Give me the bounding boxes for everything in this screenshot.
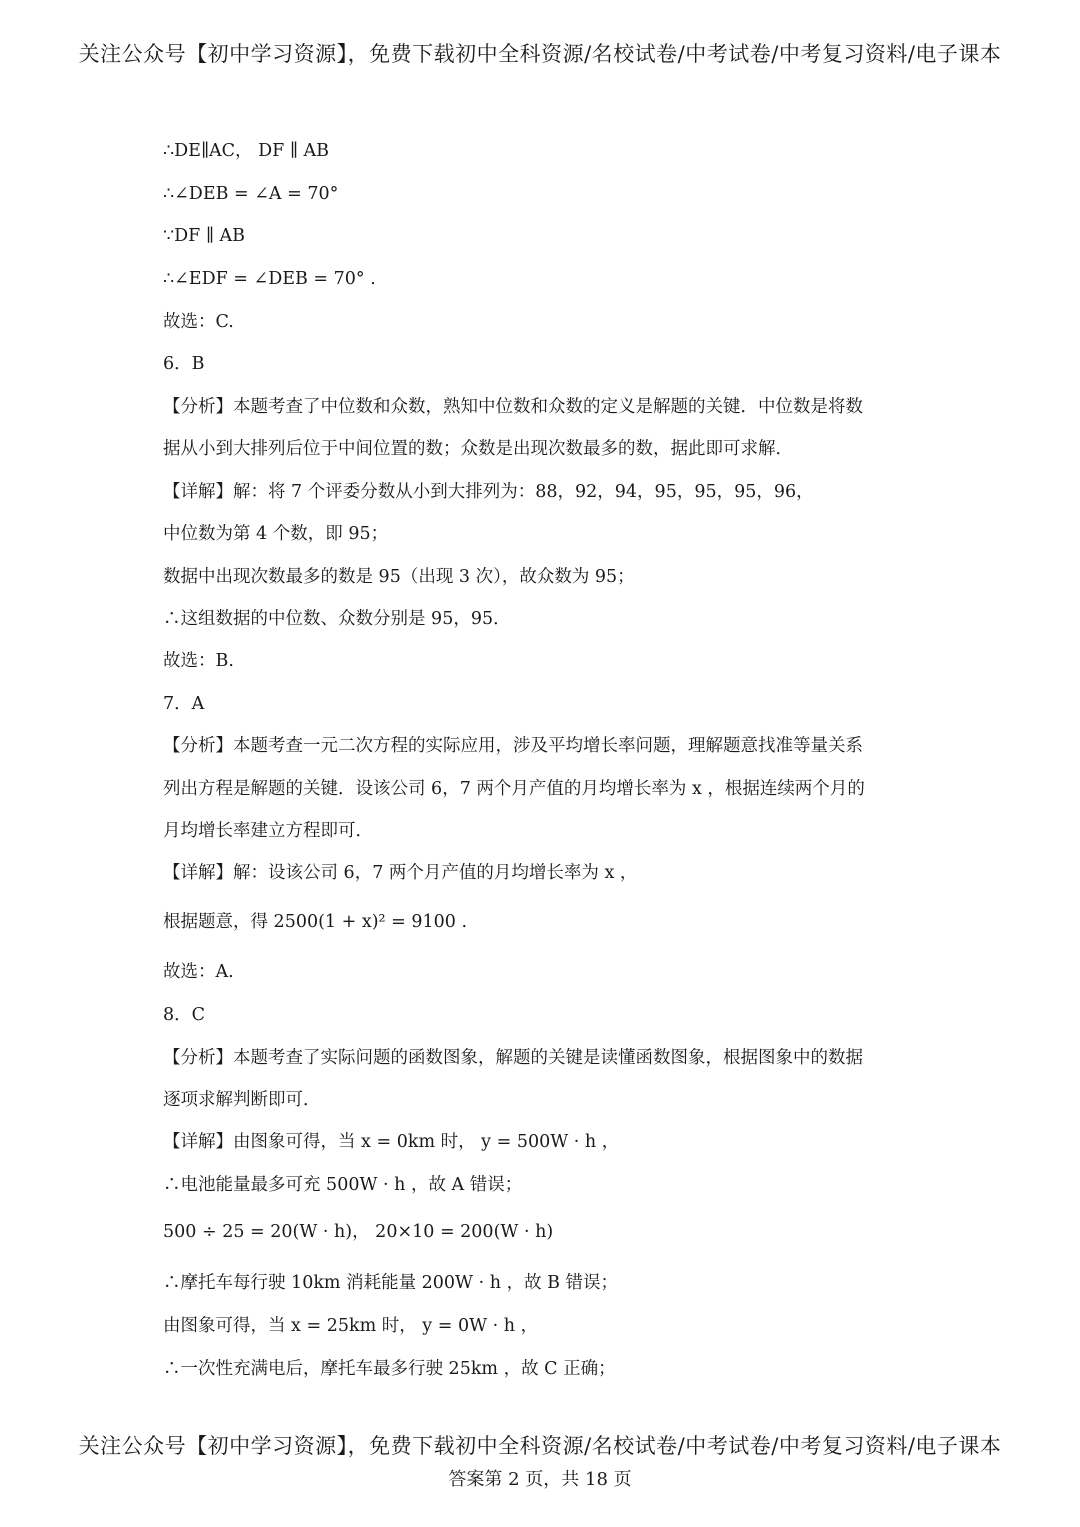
line-1: ∴DE∥AC， DF ∥ AB xyxy=(163,141,329,161)
bottom-banner: 关注公众号【初中学习资源】，免费下载初中全科资源/名校试卷/中考试卷/中考复习资料/电子课本 xyxy=(78,1434,1002,1458)
line-29: ∴一次性充满电后，摩托车最多行驶 25km ，故 C 正确； xyxy=(163,1359,616,1379)
line-8: 据从小到大排列后位于中间位置的数；众数是出现次数最多的数，据此即可求解． xyxy=(163,439,793,459)
line-20: 故选：A. xyxy=(163,962,234,982)
line-25: ∴电池能量最多可充 500W · h ，故 A 错误； xyxy=(163,1175,523,1195)
line-4: ∴∠EDF = ∠DEB = 70° . xyxy=(163,269,376,289)
question-7-answer: 7．A xyxy=(163,694,205,714)
line-24: 【详解】由图象可得，当 x = 0km 时， y = 500W · h ， xyxy=(163,1132,620,1152)
line-7: 【分析】本题考查了中位数和众数，熟知中位数和众数的定义是解题的关键．中位数是将数 xyxy=(163,397,863,417)
line-17: 月均增长率建立方程即可． xyxy=(163,821,373,841)
line-16: 列出方程是解题的关键．设该公司 6，7 两个月产值的月均增长率为 x ，根据连续两个月的 xyxy=(163,779,865,799)
top-banner: 关注公众号【初中学习资源】，免费下载初中全科资源/名校试卷/中考试卷/中考复习资料/电子课本 xyxy=(78,42,1002,66)
line-23: 逐项求解判断即可． xyxy=(163,1090,321,1110)
page-number: 答案第 2 页，共 18 页 xyxy=(448,1469,632,1490)
line-12: ∴这组数据的中位数、众数分别是 95，95． xyxy=(163,609,511,629)
line-5: 故选：C. xyxy=(163,312,234,332)
line-11: 数据中出现次数最多的数是 95（出现 3 次），故众数为 95； xyxy=(163,567,635,587)
line-22: 【分析】本题考查了实际问题的函数图象，解题的关键是读懂函数图象，根据图象中的数据 xyxy=(163,1048,863,1068)
question-6-answer: 6．B xyxy=(163,354,205,374)
question-8-answer: 8．C xyxy=(163,1005,206,1025)
line-10: 中位数为第 4 个数，即 95； xyxy=(163,524,389,544)
line-15: 【分析】本题考查一元二次方程的实际应用，涉及平均增长率问题，理解题意找准等量关系 xyxy=(163,736,863,756)
line-13: 故选：B. xyxy=(163,651,234,671)
line-3: ∵DF ∥ AB xyxy=(163,226,246,246)
line-18: 【详解】解：设该公司 6，7 两个月产值的月均增长率为 x ， xyxy=(163,863,638,883)
equation-line: 根据题意，得 2500(1 + x)² = 9100 . xyxy=(163,912,468,932)
line-27: ∴摩托车每行驶 10km 消耗能量 200W · h ，故 B 错误； xyxy=(163,1273,619,1293)
line-28: 由图象可得，当 x = 25km 时， y = 0W · h ， xyxy=(163,1316,539,1336)
line-9: 【详解】解：将 7 个评委分数从小到大排列为：88，92，94，95，95，95，96， xyxy=(163,482,814,502)
line-2: ∴∠DEB = ∠A = 70° xyxy=(163,184,339,204)
line-26: 500 ÷ 25 = 20(W · h)， 20×10 = 200(W · h) xyxy=(163,1222,554,1242)
